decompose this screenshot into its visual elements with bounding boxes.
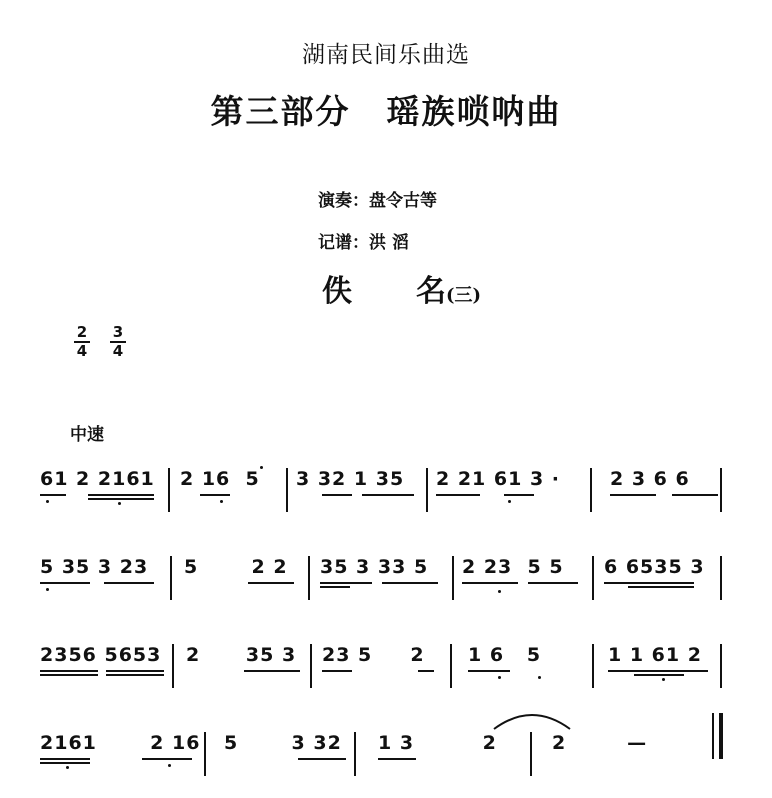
measure: 35 3 33 5 (320, 556, 429, 578)
part-number: 第三部分 (210, 92, 351, 131)
final-barline (712, 713, 723, 759)
measure: 5 35 3 23 (40, 556, 149, 578)
measure: 2 3 6 6 (610, 468, 690, 490)
time-sig-2-top: 3 (110, 324, 126, 343)
part-name: 瑶族唢呐曲 (386, 92, 562, 131)
measure: 1 3 2 (378, 732, 497, 754)
measure: 2 23 5 5 (462, 556, 564, 578)
piece-title (322, 266, 481, 310)
time-sig-1-top: 2 (74, 324, 90, 343)
measure: 23 5 2 (322, 644, 425, 666)
score-row-1 (38, 468, 728, 518)
time-signature-1 (74, 324, 90, 360)
time-sig-2-bottom: 4 (112, 342, 124, 360)
score-row-3 (38, 644, 728, 694)
measure: 2161 2 16 (40, 732, 201, 754)
measure: 1 6 5 (468, 644, 542, 666)
tie-slur (492, 707, 572, 731)
measure: 2 16 5 (180, 468, 260, 490)
measure: 3 32 1 35 (296, 468, 405, 490)
measure: 2 35 3 (186, 644, 297, 666)
measure: 6 6535 3 (604, 556, 705, 578)
part-heading (0, 86, 772, 133)
measure: 5 3 32 (224, 732, 342, 754)
transcriber-credit: 记谱：洪 滔 (318, 233, 409, 253)
measure: 61 2 2161 (40, 468, 155, 490)
score-row-4 (38, 732, 728, 782)
title-char-2: 名 (416, 274, 446, 309)
measure: 2 — (552, 732, 648, 754)
collection-title: 湖南民间乐曲选 (302, 42, 470, 68)
performer-credit: 演奏：盘令古等 (318, 191, 437, 211)
tempo-marking: 中速 (70, 425, 104, 445)
time-sig-1-bottom: 4 (76, 342, 88, 360)
score-row-2 (38, 556, 728, 606)
title-number: (三) (446, 285, 482, 306)
measure: 2356 5653 (40, 644, 162, 666)
title-char-1: 佚 (322, 274, 352, 309)
measure: 5 2 2 (184, 556, 288, 578)
measure: 2 21 61 3 · (436, 468, 560, 490)
measure: 1 1 61 2 (608, 644, 702, 666)
time-signature-2 (110, 324, 126, 360)
